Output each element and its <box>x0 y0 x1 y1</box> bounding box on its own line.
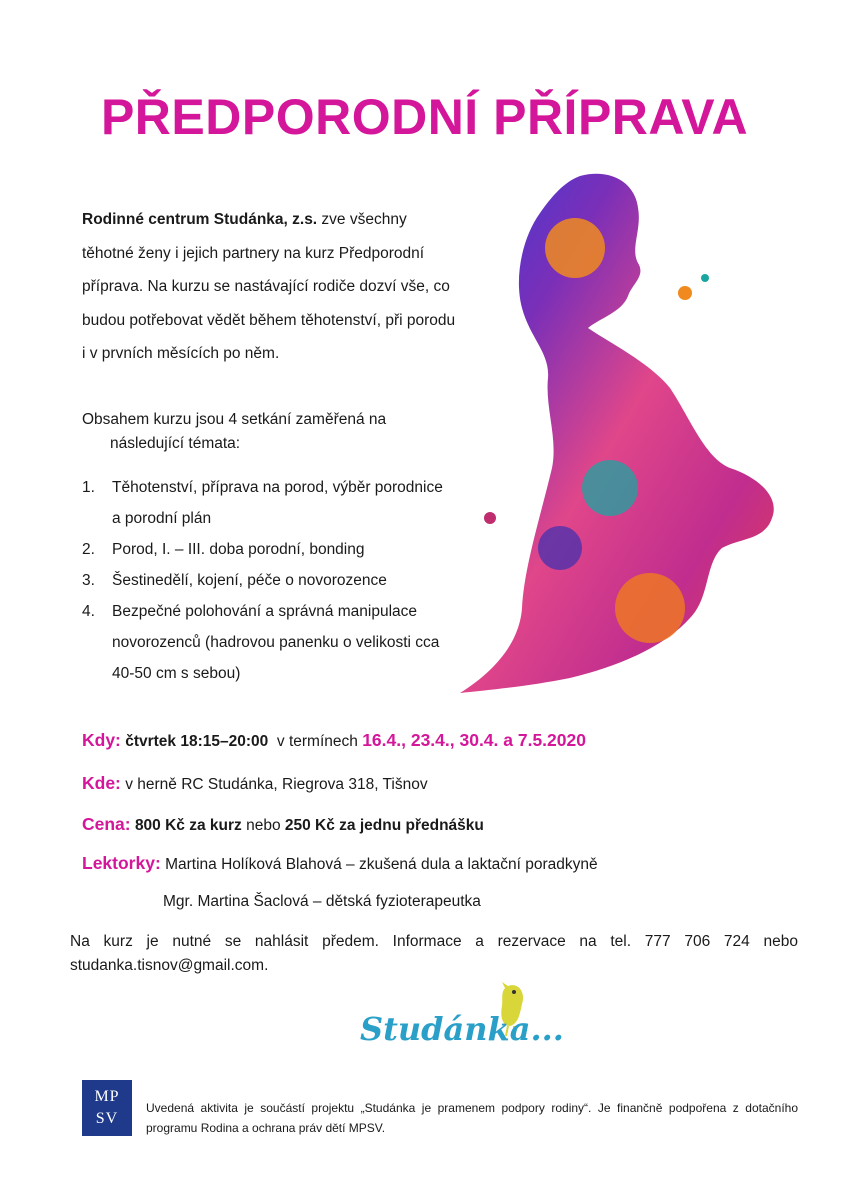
intro-paragraph <box>82 203 460 371</box>
price-course: 800 Kč za kurz <box>134 817 242 834</box>
when-label: Kdy: <box>82 730 121 750</box>
paint-splash <box>545 218 605 278</box>
topics-intro-line1: Obsahem kurzu jsou 4 setkání zaměřená na <box>82 411 387 428</box>
pregnant-woman-illustration <box>460 168 790 693</box>
list-number: 3. <box>82 572 95 589</box>
lecturer-2: Mgr. Martina Šaclová – dětská fyzioterapeutka <box>163 893 481 910</box>
logo-text: Studánka... <box>360 1010 564 1048</box>
lecturers-label: Lektorky: <box>82 853 161 873</box>
page-title: PŘEDPORODNÍ PŘÍPRAVA <box>100 89 749 145</box>
paint-splash <box>678 286 692 300</box>
list-number: 4. <box>82 603 95 620</box>
org-name: Rodinné centrum Studánka, z.s. <box>82 211 318 228</box>
price-label: Cena: <box>82 814 131 834</box>
topics-list <box>82 472 454 689</box>
topics-intro <box>82 408 442 456</box>
when-line <box>82 730 586 751</box>
where-label: Kde: <box>82 773 121 793</box>
paint-splash <box>582 460 638 516</box>
paint-splash <box>701 274 709 282</box>
mpsv-logo <box>82 1080 132 1136</box>
when-mid: v termínech <box>276 733 358 750</box>
funding-note: Uvedená aktivita je součástí projektu „Studánka je pramenem podpory rodiny“. Je finančně podpořena z dotačního programu Rodina a ochrana práv dětí MPSV. <box>146 1101 798 1135</box>
intro-text: zve všechny těhotné ženy i jejich partnery na kurz Předporodní příprava. Na kurzu se nastávající rodiče dozví vše, co budou potřebovat vědět během těhotenství, při porodu i v prvních měsících po něm. <box>82 211 456 362</box>
where-line <box>82 773 428 794</box>
lecturers-line <box>82 853 598 874</box>
list-text: Těhotenství, příprava na porod, výběr porodnice a porodní plán <box>112 479 443 527</box>
lecturer-1: Martina Holíková Blahová – zkušená dula a laktační poradkyně <box>165 856 598 873</box>
list-number: 1. <box>82 479 95 496</box>
topics-intro-line2: následující témata: <box>110 435 241 452</box>
registration-note: Na kurz je nutné se nahlásit předem. Informace a rezervace na tel. 777 706 724 nebo studanka.tisnov@gmail.com. <box>70 933 798 974</box>
price-lecture: 250 Kč za jednu přednášku <box>284 817 484 834</box>
paint-splash <box>538 526 582 570</box>
studanka-logo <box>360 980 564 1060</box>
paint-splash <box>615 573 685 643</box>
list-number: 2. <box>82 541 95 558</box>
paint-splash <box>484 512 496 524</box>
mpsv-row-2: SV <box>95 1110 119 1127</box>
when-day: čtvrtek 18:15–20:00 <box>125 733 269 750</box>
list-text: Porod, I. – III. doba porodní, bonding <box>112 541 365 558</box>
list-text: Šestinedělí, kojení, péče o novorozence <box>112 572 387 589</box>
price-mid: nebo <box>246 817 281 834</box>
list-item <box>82 472 454 534</box>
price-line <box>82 814 484 835</box>
where-text: v herně RC Studánka, Riegrova 318, Tišnov <box>125 776 428 793</box>
when-dates: 16.4., 23.4., 30.4. a 7.5.2020 <box>362 730 586 750</box>
list-text: Bezpečné polohování a správná manipulace novorozenců (hadrovou panenku o velikosti cca 40-50 cm s sebou) <box>112 603 440 682</box>
list-item <box>82 534 454 565</box>
list-item <box>82 565 454 596</box>
mpsv-row-1: MP <box>94 1088 120 1105</box>
list-item <box>82 596 454 689</box>
